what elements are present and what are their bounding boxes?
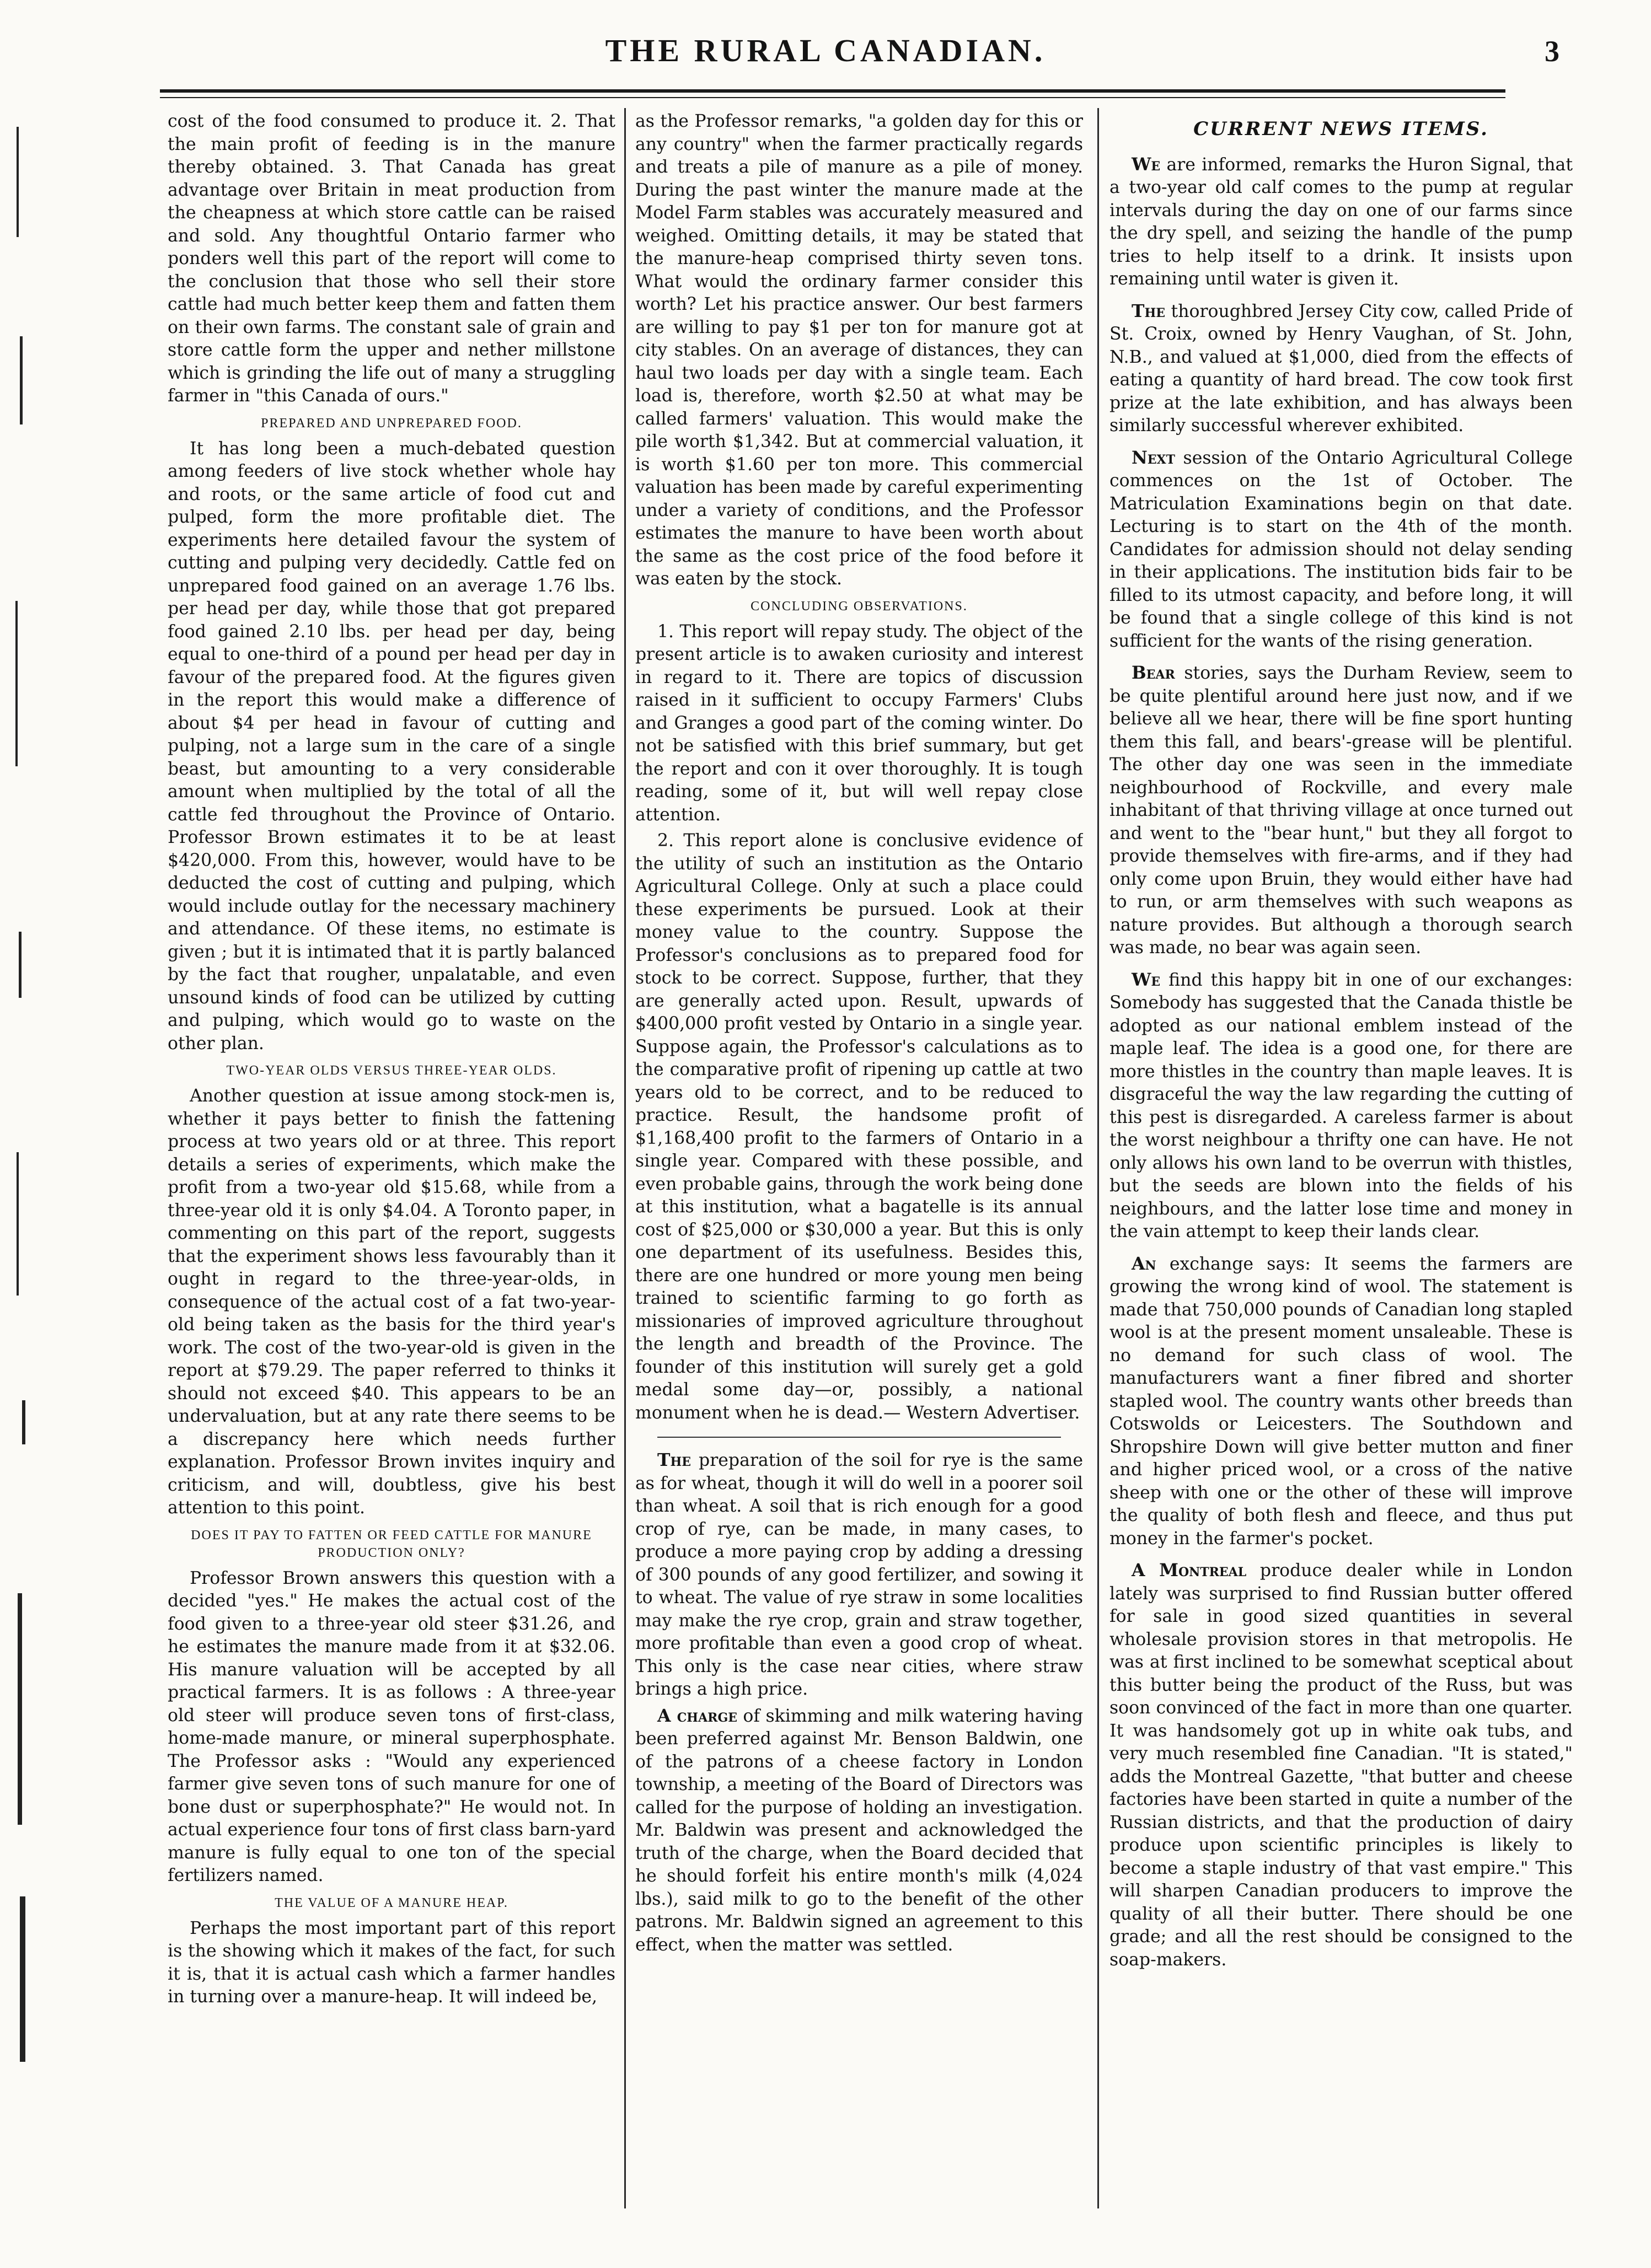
news-item-text: stories, says the Durham Review, seem to be quite plentiful around here just now, and if we believe all we hear, there will be fine sport hunting them this fall, and bears'-grease will be plentiful. The other day one was seen in the immediate neighbourhood of Rockville, and every male inhabitant of that thriving village at once turned out and went to the "bear hunt," but they all forgot to provide themselves with fire-arms, and if they had only come upon Bruin, they would either have had to run, or arm themselves with such weapons as nature provides. But although a thorough search was made, no bear was again seen. — [1109, 663, 1573, 958]
news-item — [1109, 1559, 1573, 1971]
column-2 — [635, 110, 1083, 2249]
section-heading: PREPARED AND UNPREPARED FOOD. — [261, 416, 522, 431]
news-item — [1109, 1253, 1573, 1551]
news-item-text: session of the Ontario Agricultural College commences on the 1st of October. The Matriculation Examinations begin on that date. Lecturing is to start on the 4th of the month. Candidates for admission should not delay sending in their applications. The institution bids fair to be filled to its utmost capacity, and before long, it will be found that a single college of this kind is not sufficient for the wants of the rising generation. — [1109, 448, 1573, 651]
news-item-text: exchange says: It seems the farmers are growing the wrong kind of wool. The statement is made that 750,000 pounds of Canadian long stapled wool is at the present moment unsaleable. These is no demand for such class of wool. The manufacturers want a finer fibred and shorter stapled wool. The country wants other breeds than Cotswolds or Leicesters. The Southdown and Shropshire Down will give better mutton and finer and higher priced wool, or a cross of the native sheep with one or the other of these will improve the quality of both flesh and fleece, and thus put money in the farmer's pocket. — [1109, 1254, 1573, 1549]
news-item — [1109, 447, 1573, 653]
news-item-text: produce dealer while in London lately was surprised to find Russian butter offered for sale in good sized quantities in several wholesale provision stores in that metropolis. He was at first inclined to be somewhat sceptical about this butter being the product of the Russ, but was soon convinced of the fact in more than one quarter. It was handsomely got up in white oak tubs, and very much resembled fine Canadian. "It is stated," adds the Montreal Gazette, "that butter and cheese factories have been started in quite a number of the Russian districts, and that the production of dairy produce upon scientific principles is likely to become a staple industry of that vast empire." This will sharpen Canadian producers to improve the quality of all their butter. There should be one grade; and all the rest should be consigned to the soap-makers. — [1109, 1561, 1573, 1970]
article-paragraph: It has long been a much-debated question among feeders of live stock whether whole hay and roots, or the same article of food cut and pulped, form the more profitable diet. The experiments here detailed favour the system of cutting and pulping very decidedly. Cattle fed on unprepared food gained on an average 1.76 lbs. per head per day, while those that got prepared food gained 2.10 lbs. per head per day, being equal to one-third of a pound per head per day in favour of the prepared food. At the figures given in the report this would make a difference of about $4 per head in favour of cutting and pulping, not a large sum in the care of a single beast, but amounting to a very considerable amount when multiplied by the total of all the cattle fed throughout the Province of Ontario. Professor Brown estimates it to be at least $420,000. From this, however, would have to be deducted the cost of cutting and pulping, which would include outlay for the necessary machinery and attendance. Of these items, no estimate is given ; but it is intimated that it is partly balanced by the fact that rougher, unpalatable, and even unsound kinds of food can be utilized by cutting and pulping, which would go to waste on the other plan. — [168, 438, 615, 1054]
article-paragraph: Perhaps the most important part of this report is the showing which it makes of the fact, for such it is, that it is actual cash which a farmer handles in turning over a manure-heap. It will indeed be, — [168, 1918, 615, 2007]
column-title: CURRENT NEWS ITEMS. — [1193, 118, 1489, 140]
news-item — [1109, 300, 1573, 438]
lead-word: Next — [1132, 447, 1176, 468]
news-item — [1109, 662, 1573, 960]
section-heading: TWO-YEAR OLDS VERSUS THREE-YEAR OLDS. — [226, 1063, 557, 1078]
article-paragraph — [635, 1705, 1083, 1957]
column-rule-2 — [1097, 108, 1099, 2208]
column-rule-1 — [624, 108, 626, 2208]
lead-word: The — [1132, 300, 1165, 321]
lead-word: The — [657, 1450, 691, 1470]
header-rule-thin — [160, 97, 1505, 98]
page-header — [0, 0, 1651, 97]
lead-word: We — [1132, 154, 1161, 175]
article-paragraph: Another question at issue among stock-men is, whether it pays better to finish the fattening process at two years old or at three. This report details a series of experiments, which make the profit from a two-year old $15.68, while from a three-year old it is only $4.04. A Toronto paper, in commenting on this part of the report, suggests that the experiment shows less favourably than it ought in regard to the three-year-olds, in consequence of the actual cost of a fat two-year-old being taken as the basis for the third year's work. The cost of the two-year-old is given in the report at $79.29. The paper referred to thinks it should not exceed $40. This appears to be an undervaluation, but at any rate there seems to be a discrepancy here which needs further explanation. Professor Brown invites inquiry and criticism, and will, doubtless, give his best attention to this point. — [168, 1086, 615, 1518]
article-paragraph — [635, 1449, 1083, 1701]
section-heading: DOES IT PAY TO FATTEN OR FEED CATTLE FOR MANURE PRODUCTION ONLY? — [191, 1528, 592, 1560]
lead-word: A Montreal — [1132, 1560, 1247, 1581]
scan-edge-marks — [6, 105, 39, 2089]
lead-word: Bear — [1132, 663, 1175, 683]
news-item — [1109, 153, 1573, 291]
news-item-text: are informed, remarks the Huron Signal, that a two-year old calf comes to the pump at regular intervals during the day on one of our farms since the dry spell, and seizing the handle of the pump tries to help itself to a drink. It insists upon remaining until water is given it. — [1109, 154, 1573, 289]
section-divider — [657, 1437, 1061, 1438]
page-number: 3 — [1545, 35, 1559, 68]
lead-word: We — [1132, 969, 1161, 990]
article-paragraph: 1. This report will repay study. The object of the present article is to awaken curiosity and interest in regard to it. There are topics of discussion raised in it sufficient to occupy Farmers' Clubs and Granges a good part of the coming winter. Do not be satisfied with this brief summary, but get the report and con it over thoroughly. It is tough reading, some of it, but will well repay close attention. — [635, 621, 1083, 825]
article-paragraph: Professor Brown answers this question with a decided "yes." He makes the actual cost of the food given to a three-year old steer $31.26, and he estimates the manure made from it at $32.06. His manure valuation will be accepted by all practical farmers. It is as follows : A three-year old steer will produce seven tons of first-class, home-made manure, or mineral superphosphate. The Professor asks : "Would any experienced farmer give seven tons of such manure for one of bone dust or superphosphate?" He would not. In actual experience four tons of first class barn-yard manure is fully equal to one ton of the special fertilizers named. — [168, 1568, 615, 1885]
column-1 — [168, 110, 615, 2249]
news-item-text: find this happy bit in one of our exchanges: Somebody has suggested that the Canada thistle be adopted as our national emblem instead of the maple leaf. The idea is a good one, for there are more thistles in the country than maple leaves. It is disgraceful the way the law regarding the cutting of this pest is disregarded. A careless farmer is about the worst neighbour a thrifty one can have. He not only allows his own land to be overrun with thistles, but the seeds are blown into the fields of his neighbours, and the latter lose time and money in the vain attempt to keep their lands clear. — [1109, 970, 1573, 1242]
paragraph-text: preparation of the soil for rye is the same as for wheat, though it will do well in a poorer soil than wheat. A soil that is rich enough for a good crop of rye, can be made, in many cases, to produce a more paying crop by adding a dressing of 300 pounds of any good fertilizer, and sowing it to wheat. The value of rye straw in some localities may make the rye crop, grain and straw together, more profitable than even a good crop of wheat. This only is the case near cities, where straw brings a high price. — [635, 1450, 1083, 1699]
column-3 — [1109, 110, 1573, 2249]
section-heading: THE VALUE OF A MANURE HEAP. — [275, 1895, 508, 1910]
news-item-text: thoroughbred Jersey City cow, called Pride of St. Croix, owned by Henry Vaughan, of St. John, N.B., and valued at $1,000, died from the effects of eating a quantity of hard bread. The cow took first prize at the late exhibition, and has always been similarly successful wherever exhibited. — [1109, 301, 1573, 436]
lead-word: A charge — [657, 1705, 738, 1726]
lead-word: An — [1132, 1253, 1156, 1274]
page-title: THE RURAL CANADIAN. — [605, 33, 1046, 68]
news-item — [1109, 969, 1573, 1244]
article-paragraph: 2. This report alone is conclusive evidence of the utility of such an institution as the Ontario Agricultural College. Only at such a place could these experiments be pursued. Look at their money value to the country. Suppose the Professor's conclusions as to prepared food for stock to be correct. Suppose, further, that they are generally acted upon. Result, upwards of $400,000 profit vested by Ontario in a single year. Suppose again, the Professor's calculations as to the comparative profit of ripening up cattle at two years old to be correct, and to be reduced to practice. Result, the handsome profit of $1,168,400 profit to the farmers of Ontario in a single year. Compared with these possible, and even probable gains, through the work being done at this institution, what a bagatelle is its annual cost of $25,000 or $30,000 a year. But this is only one department of its usefulness. Besides this, there are one hundred or more young men being trained to scientific farming to go forth as missionaries of improved agriculture throughout the length and breadth of the Province. The founder of this institution will surely get a gold medal some day—or, possibly, a national monument when he is dead.— Western Advertiser. — [635, 831, 1083, 1423]
header-rule — [160, 89, 1505, 93]
paragraph-text: of skimming and milk watering having been preferred against Mr. Benson Baldwin, one of the patrons of a cheese factory in London township, a meeting of the Board of Directors was called for the purpose of holding an investigation. Mr. Baldwin was present and acknowledged the truth of the charge, when the Board decided that he should forfeit his entire month's milk (4,024 lbs.), said milk to go to the benefit of the other patrons. Mr. Baldwin signed an agreement to this effect, when the matter was settled. — [635, 1706, 1083, 1955]
section-heading: CONCLUDING OBSERVATIONS. — [751, 599, 968, 614]
article-paragraph: as the Professor remarks, "a golden day for this or any country" when the farmer practically regards and treats a pile of manure as a pile of money. During the past winter the manure made at the Model Farm stables was accurately measured and weighed. Omitting details, it may be stated that the manure-heap comprised thirty seven tons. What would the ordinary farmer consider this worth? Let his practice answer. Our best farmers are willing to pay $1 per ton for manure got at city stables. On an average of distances, they can haul two loads per day with a single team. Each load is, therefore, worth $2.50 at what may be called farmers' valuation. This would make the pile worth $1,342. But at commercial valuation, it is worth $1.60 per ton more. This commercial valuation has been made by careful experimenting under a variety of conditions, and the Professor estimates the manure to have been worth about the same as the cost price of the food before it was eaten by the stock. — [635, 111, 1083, 589]
article-paragraph: cost of the food consumed to produce it. 2. That the main profit of feeding is in the manure thereby obtained. 3. That Canada has great advantage over Britain in meat production from the cheapness at which store cattle can be raised and sold. Any thoughtful Ontario farmer who ponders well this part of the report will come to the conclusion that those who sell their store cattle had much better keep them and fatten them on their own farms. The constant sale of grain and store cattle form the upper and nether millstone which is grinding the life out of many a struggling farmer in "this Canada of ours." — [168, 111, 615, 406]
